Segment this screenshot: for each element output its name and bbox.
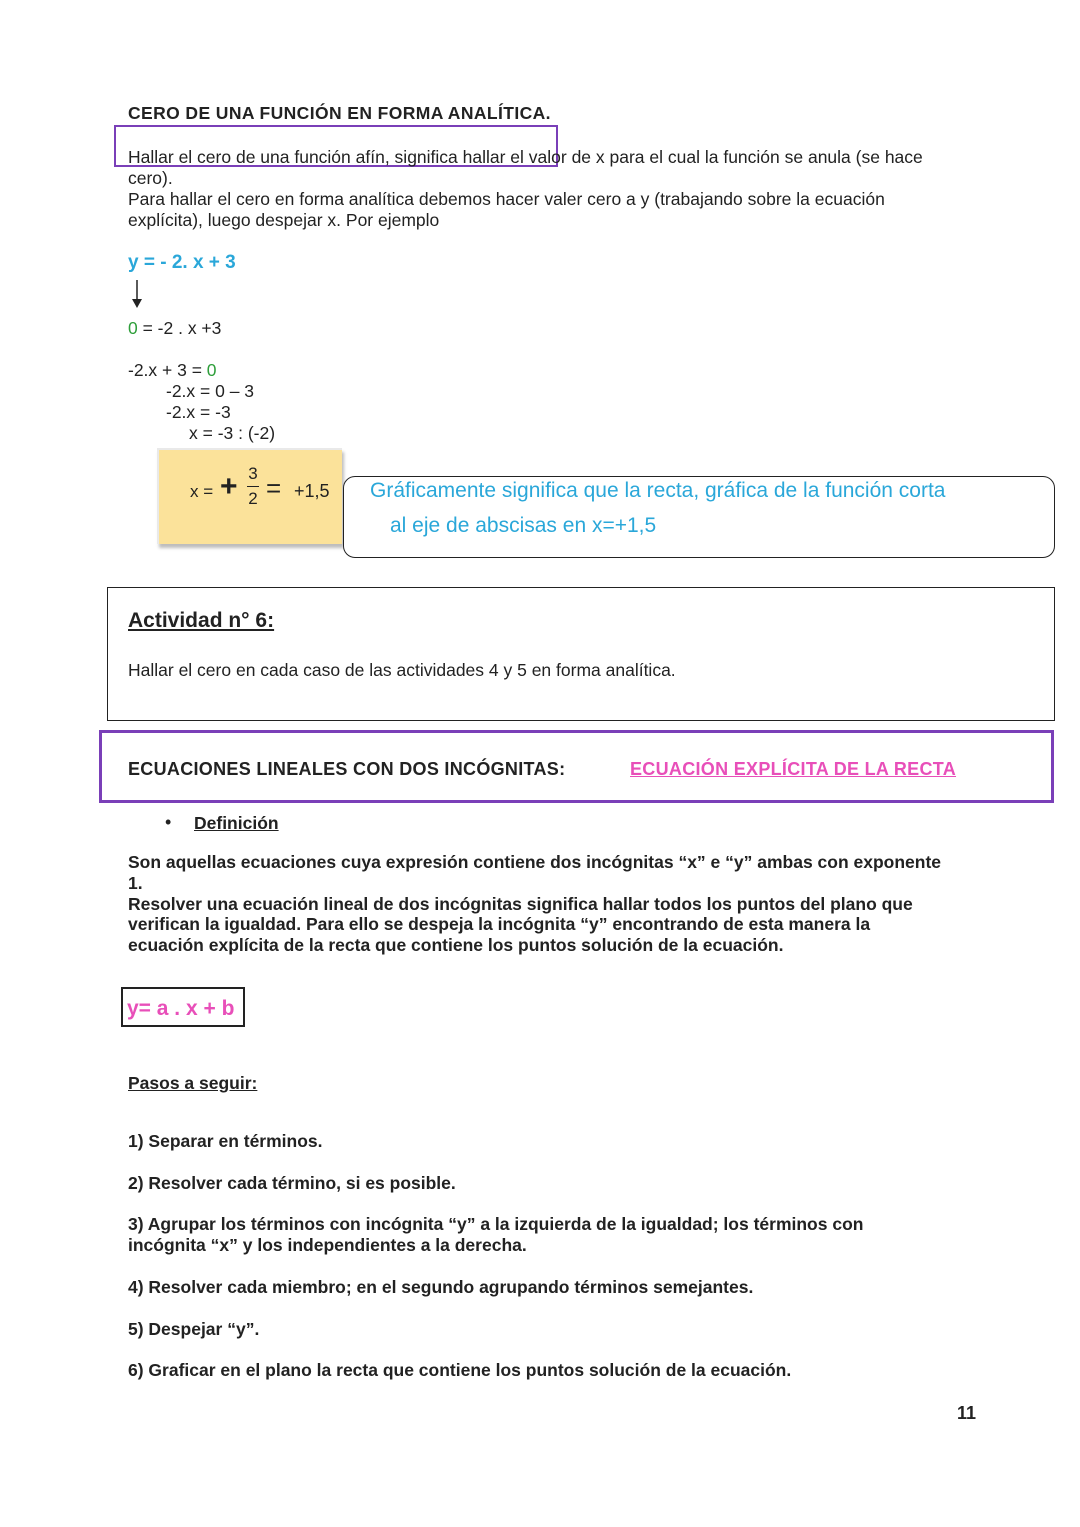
result-fraction — [245, 462, 261, 511]
result-sign: + — [220, 470, 238, 503]
fraction-denominator: 2 — [248, 489, 258, 508]
result-value: +1,5 — [294, 481, 330, 501]
substitution-line — [128, 318, 221, 339]
result-prefix: x = — [190, 482, 214, 501]
definition-line: 1. — [128, 873, 143, 893]
arrow-down-icon — [130, 279, 144, 309]
definition-line: verifican la igualdad. Para ello se despeja la incógnita “y” encontrando de esta manera la — [128, 914, 871, 934]
fraction-numerator: 3 — [248, 464, 258, 483]
zero-value: 0 — [206, 360, 217, 380]
section-title-cero: CERO DE UNA FUNCIÓN EN FORMA ANALÍTICA. — [128, 103, 551, 123]
page-number: 11 — [957, 1403, 977, 1423]
step-line: -2.x = -3 — [166, 402, 231, 422]
paragraph-line: cero). — [128, 168, 173, 188]
definition-heading: Definición — [194, 813, 279, 833]
paragraph-line: explícita), luego despejar x. Por ejemplo — [128, 210, 440, 230]
example-equation: y = - 2. x + 3 — [128, 252, 236, 273]
steps-heading: Pasos a seguir: — [128, 1073, 258, 1093]
zero-value: 0 — [128, 318, 138, 338]
step-lhs: -2.x + 3 = — [128, 360, 207, 380]
result-equals: = — [266, 473, 282, 503]
step-item: 5) Despejar “y”. — [128, 1319, 260, 1339]
substitution-rest: = -2 . x +3 — [137, 318, 222, 338]
definition-line: Son aquellas ecuaciones cuya expresión contiene dos incógnitas “x” e “y” ambas con exponente — [128, 852, 942, 872]
section-subtitle-explicita: ECUACIÓN EXPLÍCITA DE LA RECTA — [630, 759, 957, 779]
definition-line: ecuación explícita de la recta que contiene los puntos solución de la ecuación. — [128, 935, 784, 955]
activity-text: Hallar el cero en cada caso de las actividades 4 y 5 en forma analítica. — [128, 660, 676, 680]
section-title-ecuaciones: ECUACIONES LINEALES CON DOS INCÓGNITAS: — [128, 759, 566, 779]
callout-text-line1: Gráficamente significa que la recta, gráfica de la función corta — [370, 479, 946, 502]
activity-title: Actividad n° 6: — [128, 609, 275, 632]
explicit-formula: y= a . x + b — [127, 997, 235, 1020]
callout-text-line2: al eje de abscisas en x=+1,5 — [390, 514, 657, 537]
bullet-icon: • — [165, 812, 172, 832]
step-line — [128, 360, 217, 381]
step-item: 4) Resolver cada miembro; en el segundo agrupando términos semejantes. — [128, 1277, 754, 1297]
step-item: 6) Graficar en el plano la recta que contiene los puntos solución de la ecuación. — [128, 1360, 792, 1380]
step-line: -2.x = 0 – 3 — [166, 381, 255, 401]
step-line: x = -3 : (-2) — [189, 423, 276, 443]
step-item: incógnita “x” y los independientes a la derecha. — [128, 1235, 527, 1255]
step-item: 3) Agrupar los términos con incógnita “y” a la izquierda de la igualdad; los términos con — [128, 1214, 864, 1234]
paragraph-line: Para hallar el cero en forma analítica debemos hacer valer cero a y (trabajando sobre la ecuación — [128, 189, 885, 209]
activity-box — [107, 587, 1055, 721]
definition-line: Resolver una ecuación lineal de dos incógnitas significa hallar todos los puntos del plano que — [128, 894, 913, 914]
paragraph-line: Hallar el cero de una función afín, significa hallar el valor de x para el cual la función se anula (se hace — [128, 147, 923, 167]
step-item: 1) Separar en términos. — [128, 1131, 323, 1151]
step-item: 2) Resolver cada término, si es posible. — [128, 1173, 456, 1193]
